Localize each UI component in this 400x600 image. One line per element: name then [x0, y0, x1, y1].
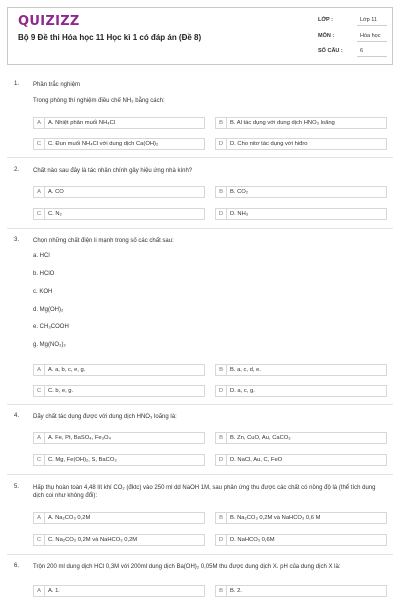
answer-option[interactable]: [215, 208, 387, 220]
answer-option[interactable]: [33, 364, 205, 376]
option-letter: C: [34, 535, 45, 545]
question-text: Chất nào sau đây là tác nhân chính gây hiệu ứng nhà kính?: [33, 168, 193, 174]
question-divider: [7, 228, 393, 229]
list-item: a. HCl: [33, 253, 50, 259]
question-text: Trong phòng thí nghiệm điều chế NH₃ bằng cách:: [33, 98, 165, 104]
answer-option[interactable]: [215, 534, 387, 546]
option-text: A. 1.: [48, 588, 60, 594]
option-text: A. Na₂CO₃ 0,2M: [48, 515, 91, 521]
count-label: SỐ CÂU :: [318, 48, 343, 54]
answer-option[interactable]: [215, 512, 387, 524]
answer-option[interactable]: [33, 208, 205, 220]
question-divider: [7, 404, 393, 405]
option-letter: B: [216, 365, 227, 375]
option-letter: A: [34, 513, 45, 523]
subject-label: MÔN :: [318, 33, 335, 39]
answer-option[interactable]: [33, 585, 205, 597]
option-text: A. Fe, Pt, BaSO₄, Fe₃O₄: [48, 435, 111, 441]
option-letter: B: [216, 118, 227, 128]
option-text: B. Zn, CuO, Au, CaCO₃: [230, 435, 291, 441]
option-letter: C: [34, 386, 45, 396]
question-number: 6.: [14, 563, 20, 569]
question-text: Hấp thụ hoàn toàn 4,48 lít khí CO₂ (đktc) vào 250 ml dd NaOH 1M, sau phản ứng thu được các chất có nồng độ là (thể tích dung dịch coi như không đổi):: [33, 485, 376, 499]
list-item: g. Mg(NO₃)₂: [33, 342, 66, 348]
page-title: Bộ 9 Đề thi Hóa học 11 Học kì 1 có đáp án (Đề 8): [18, 33, 202, 42]
list-item: c. KOH: [33, 289, 53, 295]
option-letter: A: [34, 365, 45, 375]
answer-option[interactable]: [33, 512, 205, 524]
option-text: B. Al tác dụng với dung dịch HNO₃ loãng: [230, 120, 335, 126]
question-divider: [7, 474, 393, 475]
answer-option[interactable]: [215, 585, 387, 597]
option-letter: C: [34, 139, 45, 149]
option-letter: D: [216, 455, 227, 465]
list-item: d. Mg(OH)₂: [33, 307, 64, 313]
answer-option[interactable]: [215, 138, 387, 150]
option-text: C. Đun muối NH₄Cl với dung dịch Ca(OH)₂: [48, 141, 159, 147]
question-number: 5.: [14, 484, 20, 490]
question-divider: [7, 157, 393, 158]
class-value: Lớp 11: [360, 17, 377, 23]
option-letter: C: [34, 209, 45, 219]
answer-option[interactable]: [215, 117, 387, 129]
option-text: C. N₂: [48, 211, 62, 217]
option-letter: A: [34, 118, 45, 128]
count-value: 6: [360, 48, 364, 54]
option-text: C. Mg, Fe(OH)₂, S, BaCO₃: [48, 457, 117, 463]
option-letter: D: [216, 209, 227, 219]
option-text: D. Cho nitơ tác dụng với hiđro: [230, 141, 308, 147]
answer-option[interactable]: [215, 385, 387, 397]
question-divider: [7, 554, 393, 555]
option-text: B. Na₂CO₃ 0,2M và NaHCO₃ 0,6 M: [230, 515, 321, 521]
quizizz-logo: QUIZIZZ: [18, 14, 80, 29]
option-text: B. CO₂: [230, 189, 249, 195]
option-text: B. 2.: [230, 588, 242, 594]
answer-option[interactable]: [33, 186, 205, 198]
option-text: D. a, c, g.: [230, 388, 255, 394]
subject-value: Hóa học: [360, 33, 381, 39]
count-underline: [357, 56, 387, 57]
option-text: D. NaCl, Au, C, FeO: [230, 457, 283, 463]
class-underline: [357, 25, 387, 26]
option-text: B. a, c, d, e.: [230, 367, 261, 373]
answer-option[interactable]: [33, 385, 205, 397]
answer-option[interactable]: [33, 454, 205, 466]
subject-underline: [357, 41, 387, 42]
option-letter: A: [34, 586, 45, 596]
option-letter: B: [216, 513, 227, 523]
option-letter: D: [216, 386, 227, 396]
list-item: b. HClO: [33, 271, 55, 277]
answer-option[interactable]: [215, 432, 387, 444]
option-letter: B: [216, 187, 227, 197]
answer-option[interactable]: [215, 454, 387, 466]
answer-option[interactable]: [33, 138, 205, 150]
question-number: 3.: [14, 237, 20, 243]
answer-option[interactable]: [215, 186, 387, 198]
question-number: 4.: [14, 413, 20, 419]
option-text: A. Nhiệt phân muối NH₄Cl: [48, 120, 116, 126]
option-letter: B: [216, 433, 227, 443]
option-text: D. NaHCO₃ 0,6M: [230, 537, 275, 543]
question-number: 1.: [14, 81, 20, 87]
option-text: C. b, e, g.: [48, 388, 74, 394]
question-text: Trộn 200 ml dung dịch HCl 0,3M với 200ml dung dịch Ba(OH)₂ 0,05M thu được dung dịch X. pH của dung dịch X là:: [33, 564, 341, 570]
option-text: A. a, b, c, e, g.: [48, 367, 86, 373]
option-text: A. CO: [48, 189, 64, 195]
option-letter: D: [216, 535, 227, 545]
question-heading: Phần trắc nghiệm: [33, 82, 81, 88]
worksheet-header: [7, 7, 393, 65]
question-number: 2.: [14, 167, 20, 173]
answer-option[interactable]: [33, 534, 205, 546]
answer-option[interactable]: [33, 117, 205, 129]
class-label: LỚP :: [318, 17, 333, 23]
option-text: D. NH₃: [230, 211, 249, 217]
option-letter: A: [34, 433, 45, 443]
option-letter: B: [216, 586, 227, 596]
option-text: C. Na₂CO₃ 0,2M và NaHCO₃ 0,2M: [48, 537, 138, 543]
answer-option[interactable]: [215, 364, 387, 376]
option-letter: C: [34, 455, 45, 465]
option-letter: A: [34, 187, 45, 197]
question-text: Chọn những chất điện li mạnh trong số các chất sau:: [33, 238, 174, 244]
list-item: e. CH₃COOH: [33, 324, 69, 330]
answer-option[interactable]: [33, 432, 205, 444]
option-letter: D: [216, 139, 227, 149]
question-text: Dãy chất tác dụng được với dung dịch HNO₃ loãng là:: [33, 414, 177, 420]
